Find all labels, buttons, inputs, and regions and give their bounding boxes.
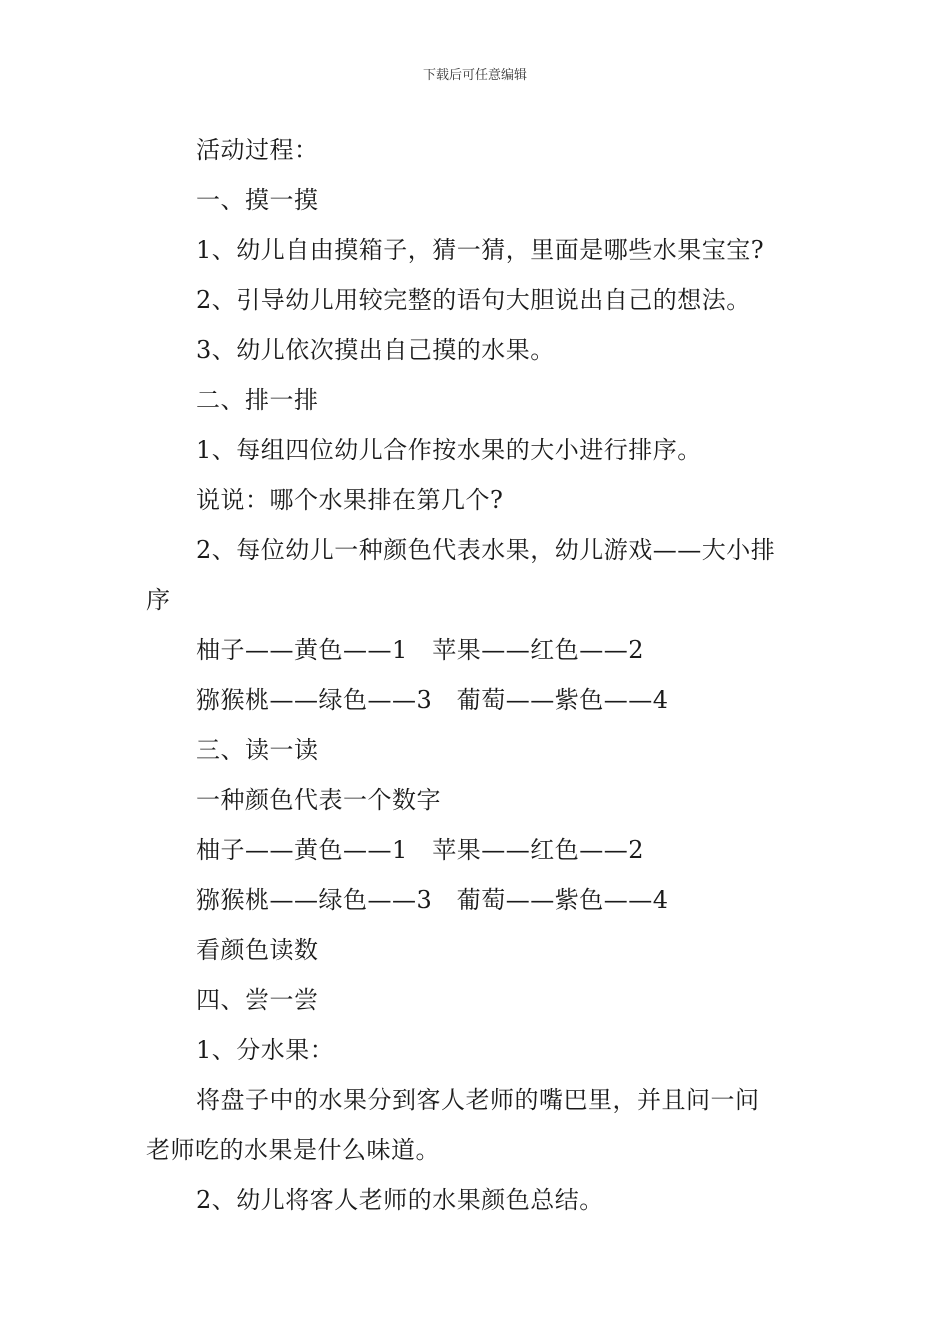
paragraph-line: 将盘子中的水果分到客人老师的嘴巴里，并且问一问 — [196, 1086, 760, 1114]
paragraph-line: 1、幼儿自由摸箱子，猜一猜，里面是哪些水果宝宝? — [196, 236, 765, 264]
section-3-heading: 三、读一读 — [196, 736, 319, 764]
paragraph-line: 2、幼儿将客人老师的水果颜色总结。 — [196, 1186, 604, 1214]
paragraph-line: 1、每组四位幼儿合作按水果的大小进行排序。 — [196, 436, 702, 464]
paragraph-line: 2、每位幼儿一种颜色代表水果，幼儿游戏——大小排 — [196, 536, 776, 564]
section-1-heading: 一、摸一摸 — [196, 186, 319, 214]
paragraph-line-continued: 序 — [146, 586, 171, 614]
paragraph-line: 2、引导幼儿用较完整的语句大胆说出自己的想法。 — [196, 286, 751, 314]
section-4-heading: 四、尝一尝 — [196, 986, 319, 1014]
paragraph-line: 一种颜色代表一个数字 — [196, 786, 441, 814]
paragraph-line: 1、分水果： — [196, 1036, 335, 1064]
color-mapping-line: 柚子——黄色——1 苹果——红色——2 — [196, 636, 645, 664]
color-mapping-line: 猕猴桃——绿色——3 葡萄——紫色——4 — [196, 686, 669, 714]
paragraph-line-continued: 老师吃的水果是什么味道。 — [146, 1136, 440, 1164]
color-mapping-line: 柚子——黄色——1 苹果——红色——2 — [196, 836, 645, 864]
paragraph-line: 说说：哪个水果排在第几个? — [196, 486, 504, 514]
activity-process-heading: 活动过程： — [196, 136, 319, 164]
page-header-note: 下载后可任意编辑 — [422, 68, 527, 83]
section-2-heading: 二、排一排 — [196, 386, 319, 414]
paragraph-line: 3、幼儿依次摸出自己摸的水果。 — [196, 336, 555, 364]
color-mapping-line: 猕猴桃——绿色——3 葡萄——紫色——4 — [196, 886, 669, 914]
paragraph-line: 看颜色读数 — [196, 936, 319, 964]
